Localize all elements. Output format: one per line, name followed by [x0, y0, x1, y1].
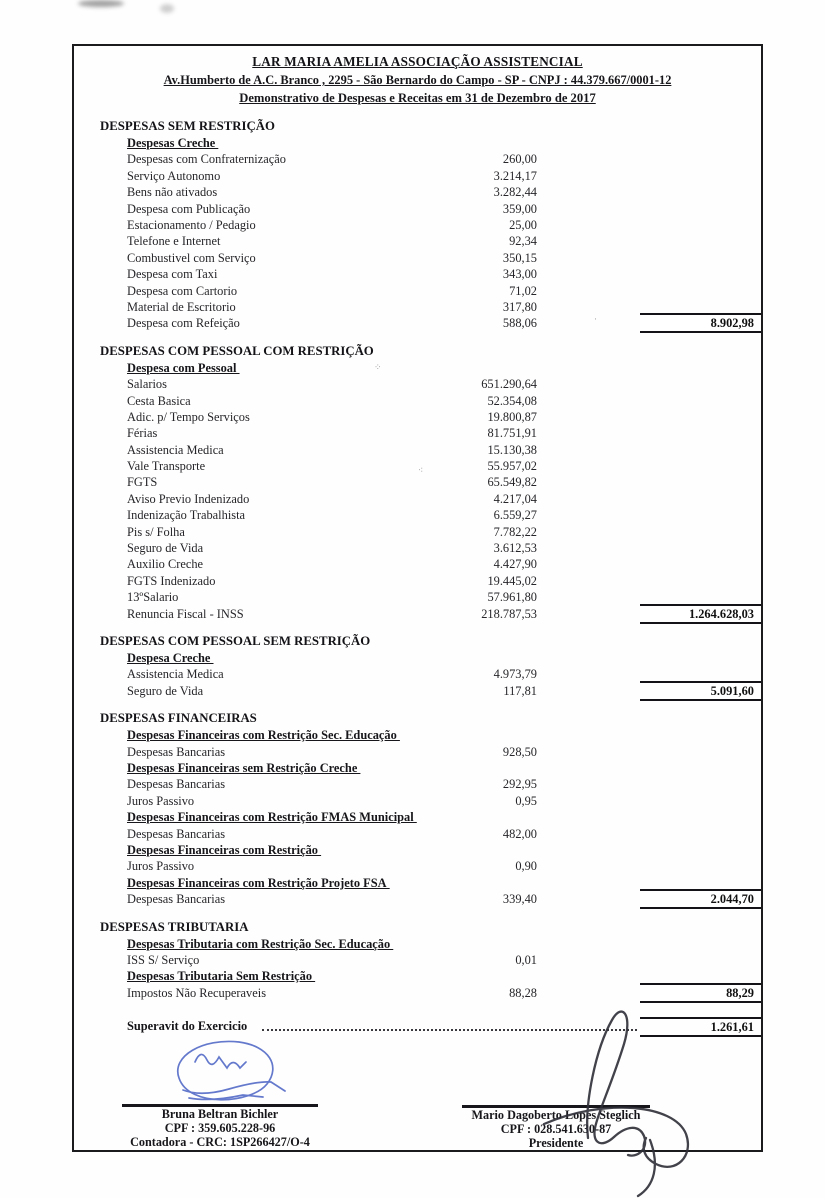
expense-row [74, 393, 761, 409]
expense-amount: 482,00 [502, 826, 537, 841]
section-total: 88,29 [640, 983, 761, 1003]
expense-label: FGTS [127, 475, 158, 490]
expense-row [74, 250, 761, 266]
expense-label: ISS S/ Serviço [127, 952, 200, 967]
expense-label: Cesta Basica [127, 393, 191, 408]
expense-row [74, 458, 761, 474]
group-subtitle: Despesas Financeiras com Restrição Sec. Educação [127, 728, 400, 743]
expense-label: Seguro de Vida [127, 541, 204, 556]
expense-section [74, 710, 761, 907]
expense-label: Impostos Não Recuperaveis [127, 985, 267, 1000]
expense-row [74, 425, 761, 441]
section-title: DESPESAS COM PESSOAL COM RESTRIÇÃO [100, 343, 374, 358]
expense-amount: 3.214,17 [493, 168, 537, 183]
section-body [74, 936, 761, 1002]
expense-row [74, 606, 761, 622]
expense-row [74, 151, 761, 167]
expense-row [74, 491, 761, 507]
expense-row [74, 683, 761, 699]
section-body [74, 360, 761, 622]
expense-label: Vale Transporte [127, 459, 206, 474]
expense-label: Auxilio Creche [127, 557, 204, 572]
expense-label: Despesas com Confraternização [127, 152, 286, 167]
organization-address: Av.Humberto de A.C. Branco , 2295 - São Bernardo do Campo - SP - CNPJ : 44.379.667/0001-12 [163, 73, 672, 87]
expense-section [74, 919, 761, 1002]
section-body [74, 650, 761, 699]
expense-label: Despesa com Refeição [127, 316, 240, 331]
expense-amount: 339,40 [502, 892, 537, 907]
signatory-name: Mario Dagoberto Lopes Steglich [471, 1108, 641, 1122]
expense-label: Despesas Bancarias [127, 826, 226, 841]
expense-amount: 81.751,91 [487, 426, 537, 441]
expense-label: Férias [127, 426, 158, 441]
document-header [74, 46, 761, 107]
expense-row [74, 376, 761, 392]
expense-amount: 588,06 [502, 316, 537, 331]
signature-block-president [436, 1105, 676, 1151]
expense-label: Juros Passivo [127, 859, 195, 874]
expense-label: Despesa com Publicação [127, 201, 251, 216]
expense-amount: 52.354,08 [487, 393, 537, 408]
expense-amount: 71,02 [509, 283, 537, 298]
expense-amount: 7.782,22 [493, 524, 537, 539]
signature-block-accountant [98, 1104, 342, 1150]
section-body [74, 727, 761, 907]
section-title: DESPESAS COM PESSOAL SEM RESTRIÇÃO [100, 633, 371, 648]
expense-label: Despesa com Taxi [127, 267, 218, 282]
expense-label: Serviço Autonomo [127, 168, 221, 183]
expense-row [74, 891, 761, 907]
section-total: 1.264.628,03 [640, 604, 761, 624]
group-subtitle: Despesas Tributaria com Restrição Sec. Educação [127, 936, 394, 951]
expense-row [74, 217, 761, 233]
expense-label: FGTS Indenizado [127, 573, 216, 588]
expense-section [74, 633, 761, 699]
expense-label: Assistencia Medica [127, 442, 224, 457]
expense-amount: 57.961,80 [487, 590, 537, 605]
expense-amount: 4.217,04 [493, 491, 537, 506]
signatory-role: Presidente [528, 1136, 584, 1151]
signatory-cpf: CPF : 028.541.630-87 [500, 1122, 612, 1137]
superavit-total: 1.261,61 [640, 1017, 761, 1037]
expense-row [74, 283, 761, 299]
scan-smudge [78, 0, 124, 7]
expense-amount: 928,50 [502, 744, 537, 759]
expense-row [74, 507, 761, 523]
expense-row [74, 985, 761, 1001]
expense-label: Juros Passivo [127, 793, 195, 808]
expense-amount: 65.549,82 [487, 475, 537, 490]
expense-amount: 350,15 [502, 250, 537, 265]
expense-label: Despesas Bancarias [127, 892, 226, 907]
group-subtitle: Despesas Financeiras com Restrição FMAS Municipal [127, 810, 417, 825]
expense-label: Telefone e Internet [127, 234, 221, 249]
group-subtitle: Despesa com Pessoal [127, 360, 240, 375]
expense-row [74, 474, 761, 490]
expense-amount: 3.612,53 [493, 541, 537, 556]
expense-label: 13ºSalario [127, 590, 179, 605]
expense-amount: 4.427,90 [493, 557, 537, 572]
signatory-cpf: CPF : 359.605.228-96 [164, 1121, 276, 1136]
expense-row [74, 315, 761, 331]
expense-row [74, 744, 761, 760]
expense-amount: 343,00 [502, 267, 537, 282]
organization-name: LAR MARIA AMELIA ASSOCIAÇÃO ASSISTENCIAL [252, 54, 583, 69]
expense-label: Renuncia Fiscal - INSS [127, 606, 244, 621]
expense-label: Indenização Trabalhista [127, 508, 246, 523]
scan-artifact: · [594, 314, 597, 324]
expense-row [74, 776, 761, 792]
section-total: 2.044,70 [640, 889, 761, 909]
expense-row [74, 201, 761, 217]
expense-label: Combustivel com Serviço [127, 250, 256, 265]
expense-amount: 15.130,38 [487, 442, 537, 457]
signatory-name: Bruna Beltran Bichler [161, 1107, 279, 1121]
expense-label: Salarios [127, 377, 167, 392]
expense-amount: 651.290,64 [481, 377, 537, 392]
expense-amount: 6.559,27 [493, 508, 537, 523]
superavit-label: Superavit do Exercicio [127, 1019, 248, 1034]
section-title: DESPESAS SEM RESTRIÇÃO [100, 119, 275, 133]
expense-row [74, 442, 761, 458]
expense-label: Aviso Previo Indenizado [127, 491, 250, 506]
expense-amount: 19.445,02 [487, 573, 537, 588]
section-body [74, 135, 761, 332]
expense-row [74, 409, 761, 425]
expense-amount: 25,00 [509, 217, 537, 232]
expense-label: Adic. p/ Tempo Serviços [127, 409, 250, 424]
expense-row [74, 540, 761, 556]
expense-row [74, 233, 761, 249]
section-title: DESPESAS TRIBUTARIA [100, 919, 249, 934]
expense-amount: 0,95 [515, 793, 537, 808]
document-title: Demonstrativo de Despesas e Receitas em 31 de Dezembro de 2017 [239, 91, 596, 105]
expense-row [74, 952, 761, 968]
expense-label: Assistencia Medica [127, 667, 224, 682]
expense-amount: 260,00 [502, 152, 537, 167]
expense-section [74, 118, 761, 332]
group-subtitle: Despesa Creche [127, 650, 214, 665]
expense-amount: 92,34 [509, 234, 537, 249]
expense-amount: 88,28 [509, 985, 537, 1000]
expense-label: Despesas Bancarias [127, 777, 226, 792]
expense-row [74, 793, 761, 809]
group-subtitle: Despesas Financeiras com Restrição [127, 842, 322, 857]
expense-row [74, 573, 761, 589]
expense-amount: 3.282,44 [493, 185, 537, 200]
document-page [72, 44, 763, 1152]
superavit-row [74, 1018, 761, 1038]
scan-artifact: ⁘ [374, 362, 382, 372]
expense-row [74, 858, 761, 874]
expense-amount: 19.800,87 [487, 409, 537, 424]
section-title: DESPESAS FINANCEIRAS [100, 711, 257, 726]
expense-label: Bens não ativados [127, 185, 218, 200]
expense-amount: 117,81 [503, 683, 537, 698]
expense-amount: 0,01 [515, 952, 537, 967]
expense-label: Despesa com Cartorio [127, 283, 238, 298]
group-subtitle: Despesas Financeiras sem Restrição Creche [127, 760, 361, 775]
expense-row [74, 826, 761, 842]
expense-sections [74, 118, 761, 1001]
expense-row [74, 184, 761, 200]
expense-label: Estacionamento / Pedagio [127, 217, 256, 232]
expense-amount: 218.787,53 [481, 606, 537, 621]
group-subtitle: Despesas Financeiras com Restrição Projeto FSA [127, 875, 390, 890]
expense-label: Despesas Bancarias [127, 744, 226, 759]
expense-amount: 4.973,79 [493, 667, 537, 682]
expense-row [74, 556, 761, 572]
signature-handwriting-left [159, 1032, 299, 1114]
expense-amount: 317,80 [502, 299, 537, 314]
expense-label: Pis s/ Folha [127, 524, 185, 539]
section-total: 8.902,98 [640, 313, 761, 333]
group-subtitle: Despesas Tributaria Sem Restrição [127, 969, 316, 984]
expense-amount: 359,00 [502, 201, 537, 216]
expense-section [74, 343, 761, 622]
expense-row [74, 524, 761, 540]
expense-label: Seguro de Vida [127, 683, 204, 698]
dotted-leader [262, 1029, 637, 1031]
expense-label: Material de Escritorio [127, 299, 236, 314]
signatory-role: Contadora - CRC: 1SP266427/O-4 [130, 1135, 310, 1150]
expense-amount: 0,90 [515, 859, 537, 874]
section-total: 5.091,60 [640, 681, 761, 701]
expense-amount: 292,95 [502, 777, 537, 792]
scan-smudge [160, 4, 174, 13]
expense-amount: 55.957,02 [487, 459, 537, 474]
expense-row [74, 266, 761, 282]
scan-artifact: ⁖ [418, 465, 424, 475]
expense-row [74, 168, 761, 184]
group-subtitle: Despesas Creche [127, 136, 219, 150]
